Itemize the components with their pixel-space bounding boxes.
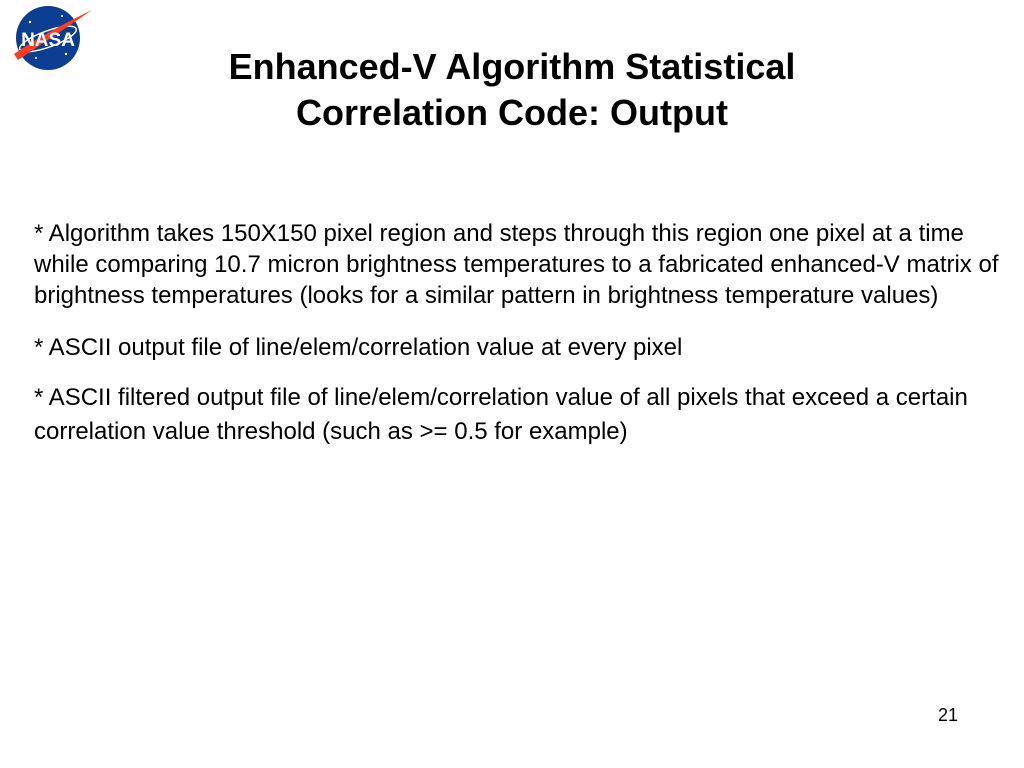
slide-body <box>34 218 999 470</box>
title-line-2: Correlation Code: Output <box>296 92 728 133</box>
bullet-algorithm: * Algorithm takes 150X150 pixel region and steps through this region one pixel at a time while comparing 10.7 micron brightness temperatures to a fabricated enhanced-V matrix of brightness temperatures (looks for a similar pattern in brightness temperature values) <box>34 220 999 309</box>
page-number: 21 <box>938 705 959 725</box>
logo-text: NASA <box>21 30 75 51</box>
bullet-ascii-output: * ASCII output file of line/elem/correlation value at every pixel <box>34 334 683 361</box>
bullet-ascii-filtered-output: * ASCII filtered output file of line/elem/correlation value of all pixels that exceed a certain correlation value threshold (such as >= 0.5 for example) <box>34 384 968 445</box>
title-line-1: Enhanced-V Algorithm Statistical <box>228 46 796 87</box>
page-title <box>0 44 1024 136</box>
